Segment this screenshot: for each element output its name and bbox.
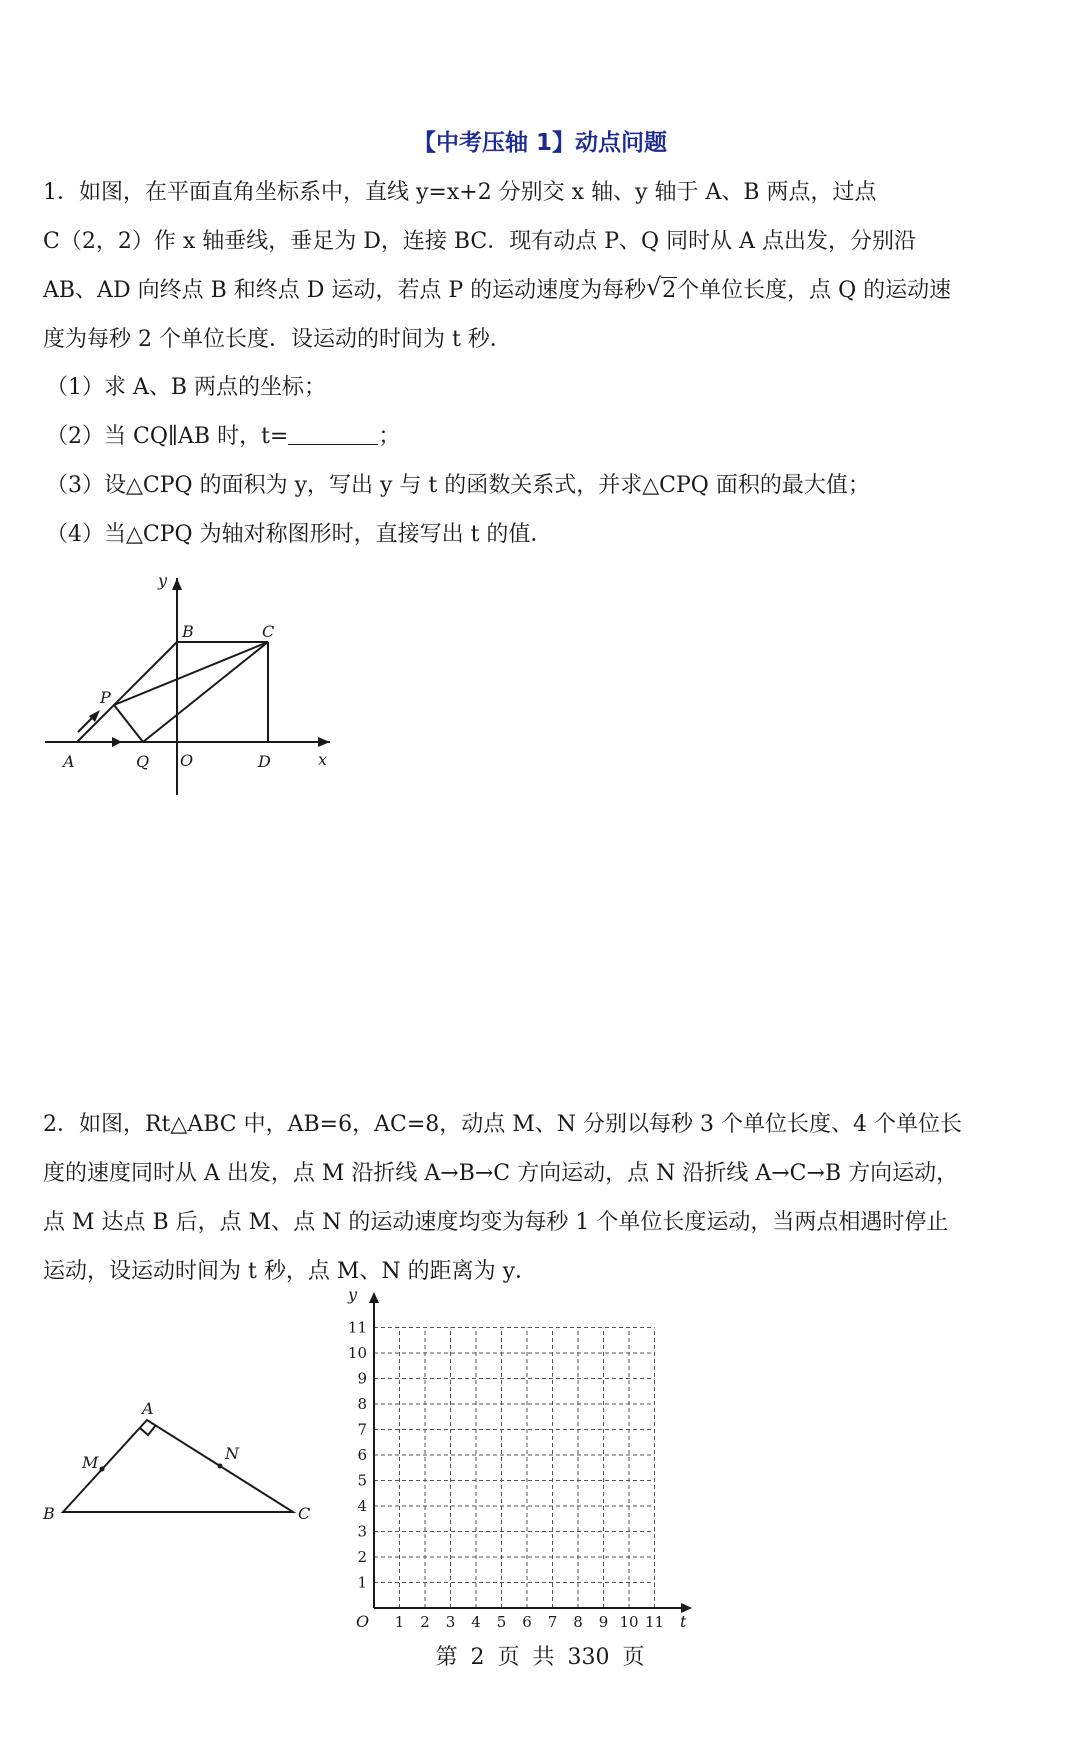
grid-y-tick: 10 <box>347 1344 367 1362</box>
question-2-text <box>43 1100 1043 1296</box>
label-C: C <box>262 622 275 641</box>
grid-y-tick: 4 <box>357 1497 367 1515</box>
question-1-subquestions <box>46 363 1046 559</box>
grid-y-tick: 2 <box>357 1548 367 1566</box>
figure-3-grid <box>330 1290 700 1630</box>
q2-line-3: 点 M 达点 B 后，点 M、点 N 的运动速度均变为每秒 1 个单位长度运动，当两点相遇时停止 <box>43 1210 949 1235</box>
grid-x-tick: 4 <box>471 1613 481 1630</box>
grid-x-label: t <box>680 1612 687 1630</box>
tri-label-C: C <box>298 1504 311 1523</box>
q2-line-2: 度的速度同时从 A 出发，点 M 沿折线 A→B→C 方向运动，点 N 沿折线 A→C→B 方向运动， <box>43 1161 959 1186</box>
grid-x-tick: 2 <box>420 1613 430 1630</box>
label-P: P <box>100 688 111 707</box>
sqrt-symbol: √ 2 <box>646 273 677 303</box>
q2-line-4: 运动，设运动时间为 t 秒，点 M、N 的距离为 y． <box>43 1259 538 1284</box>
grid-origin: O <box>356 1612 370 1630</box>
q1-line-2: C（2，2）作 x 轴垂线，垂足为 D，连接 BC．现有动点 P、Q 同时从 A 点出发，分别沿 <box>43 229 916 254</box>
q1-line-1: 1．如图，在平面直角坐标系中，直线 y=x+2 分别交 x 轴、y 轴于 A、B 两点，过点 <box>43 180 877 205</box>
question-1-text <box>43 168 1043 364</box>
grid-y-tick: 3 <box>357 1522 367 1541</box>
figure-2-triangle <box>30 1380 330 1540</box>
grid-y-tick: 5 <box>357 1471 367 1490</box>
q1-line-3: AB、AD 向终点 B 和终点 D 运动，若点 P 的运动速度为每秒 √ 2个单位长度，点 Q 的运动速 <box>43 266 1043 315</box>
grid-x-tick: 9 <box>598 1613 609 1630</box>
grid-y-tick: 1 <box>357 1573 367 1592</box>
label-O: O <box>180 751 194 770</box>
grid-x-tick: 3 <box>445 1613 456 1630</box>
grid-y-tick: 9 <box>357 1369 367 1388</box>
grid-y-tick: 7 <box>357 1420 367 1439</box>
q1-sub-3: （3）设△CPQ 的面积为 y，写出 y 与 t 的函数关系式，并求△CPQ 面积的最大值； <box>46 473 870 498</box>
q2-line-1: 2．如图，Rt△ABC 中，AB=6，AC=8，动点 M、N 分别以每秒 3 个单位长度、4 个单位长 <box>43 1112 962 1137</box>
label-Q: Q <box>136 752 150 771</box>
figure-1-coordinate-diagram <box>30 560 350 800</box>
label-A: A <box>63 752 75 771</box>
tri-label-N: N <box>225 1444 239 1463</box>
grid-y-tick: 8 <box>357 1395 367 1413</box>
page-title: 【中考压轴 1】动点问题 <box>412 130 667 156</box>
grid-x-tick: 7 <box>547 1613 558 1630</box>
grid-x-tick: 8 <box>573 1613 583 1630</box>
grid-x-tick: 1 <box>394 1613 405 1630</box>
label-y-axis: y <box>158 571 168 590</box>
grid-y-tick: 11 <box>347 1318 367 1337</box>
grid-x-tick: 11 <box>644 1613 665 1630</box>
label-B: B <box>182 622 194 641</box>
grid-x-tick: 5 <box>496 1613 507 1630</box>
q1-sub-4: （4）当△CPQ 为轴对称图形时，直接写出 t 的值． <box>46 522 553 547</box>
grid-y-label: y <box>348 1290 358 1304</box>
tri-label-M: M <box>82 1453 99 1472</box>
q1-line-4: 度为每秒 2 个单位长度．设运动的时间为 t 秒． <box>43 327 512 352</box>
tri-label-A: A <box>142 1399 154 1418</box>
q1-sub-2: （2）当 CQ∥AB 时，t= ； <box>46 424 401 449</box>
label-x-axis: x <box>318 750 328 769</box>
grid-x-tick: 10 <box>619 1613 639 1630</box>
page-footer: 第 2 页 共 330 页 <box>435 1645 645 1670</box>
grid-x-tick: 6 <box>522 1613 532 1630</box>
grid-y-tick: 6 <box>357 1446 367 1464</box>
answer-blank <box>288 422 378 445</box>
q1-sub-1: （1）求 A、B 两点的坐标； <box>46 375 327 400</box>
tri-label-B: B <box>43 1504 55 1523</box>
label-D: D <box>258 752 271 771</box>
